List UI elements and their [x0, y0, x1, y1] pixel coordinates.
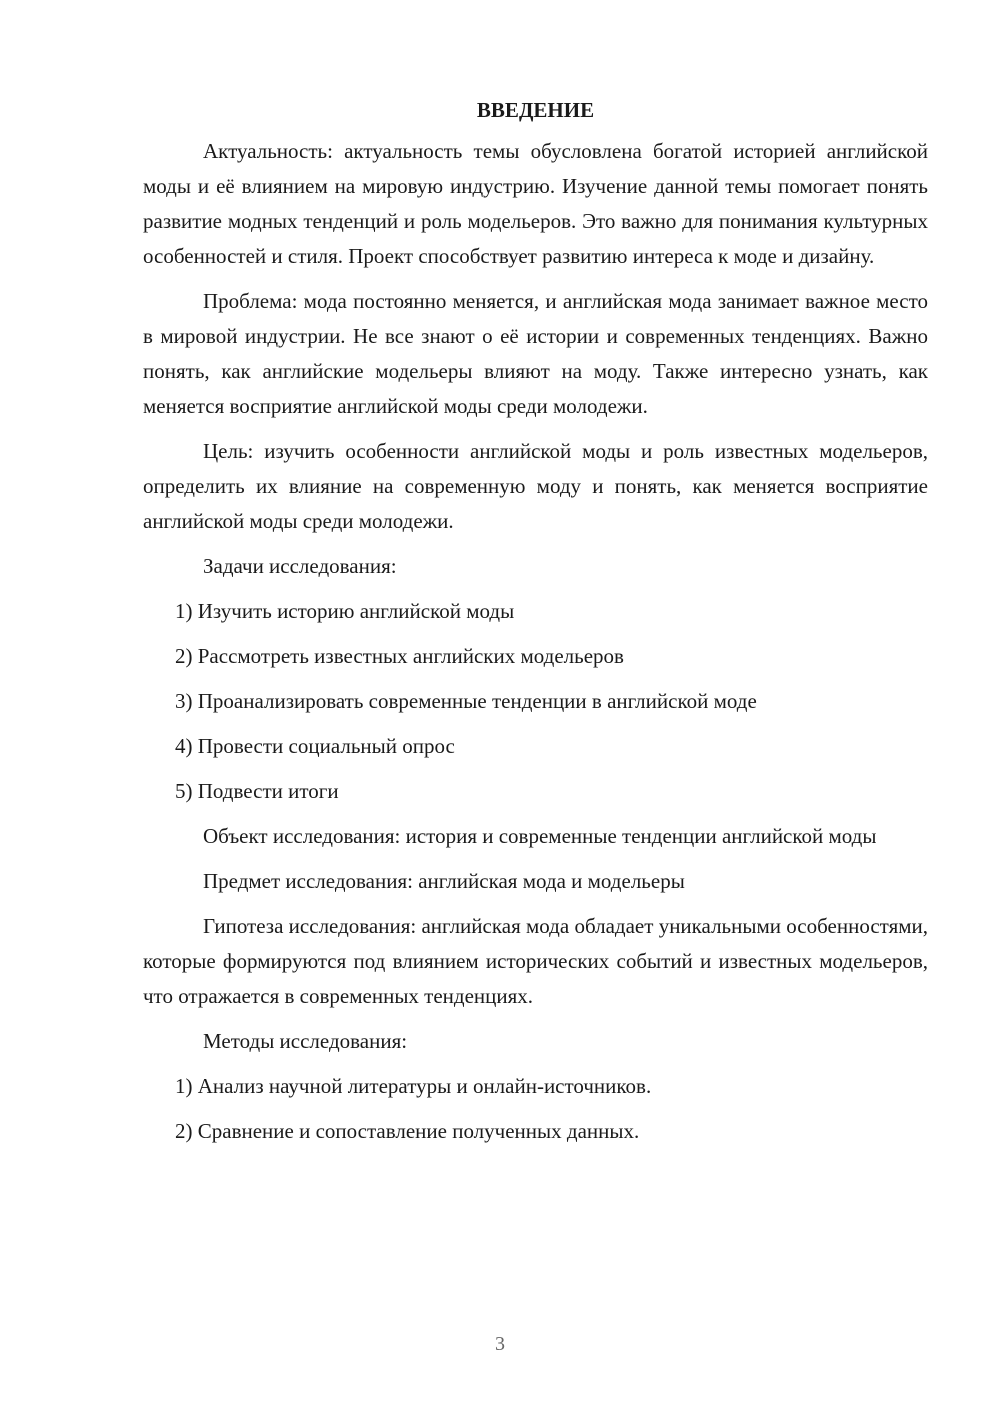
tasks-title: Задачи исследования: [203, 554, 397, 578]
methods-title: Методы исследования: [203, 1029, 408, 1053]
list-item: 1) Изучить историю английской моды [175, 599, 515, 623]
page-number: 3 [495, 1333, 505, 1355]
section-heading: ВВЕДЕНИЕ [476, 98, 595, 122]
problem-paragraph: Проблема: мода постоянно меняется, и английская мода занимает важное место в мировой индустрии. Не все знают о её истории и современных тенденциях. Важно понять, как английские модельеры влияют на моду. Также интересно узнать, как меняется восприятие английской моды среди молодежи. [143, 289, 928, 418]
list-item: 5) Подвести итоги [175, 779, 339, 803]
list-item: 2) Сравнение и сопоставление полученных данных. [175, 1119, 640, 1143]
object-paragraph: Объект исследования: история и современные тенденции английской моды [203, 824, 877, 848]
list-item: 2) Рассмотреть известных английских модельеров [175, 644, 624, 668]
goal-paragraph: Цель: изучить особенности английской моды и роль известных модельеров, определить их влияние на современную моду и понять, как меняется восприятие английской моды среди молодежи. [143, 439, 928, 533]
methods-list [143, 1069, 928, 1149]
hypothesis-paragraph: Гипотеза исследования: английская мода обладает уникальными особенностями, которые формируются под влиянием исторических событий и известных модельеров, что отражается в современных тенденциях. [143, 914, 928, 1008]
tasks-list [143, 594, 928, 809]
subject-paragraph: Предмет исследования: английская мода и модельеры [203, 869, 685, 893]
list-item: 4) Провести социальный опрос [175, 734, 455, 758]
list-item: 3) Проанализировать современные тенденции в английской моде [175, 689, 757, 713]
list-item: 1) Анализ научной литературы и онлайн-источников. [175, 1074, 652, 1098]
document-page [143, 96, 928, 1159]
relevance-paragraph: Актуальность: актуальность темы обусловлена богатой историей английской моды и её влиянием на мировую индустрию. Изучение данной темы помогает понять развитие модных тенденций и роль модельеров. Это важно для понимания культурных особенностей и стиля. Проект способствует развитию интереса к моде и дизайну. [143, 139, 928, 268]
